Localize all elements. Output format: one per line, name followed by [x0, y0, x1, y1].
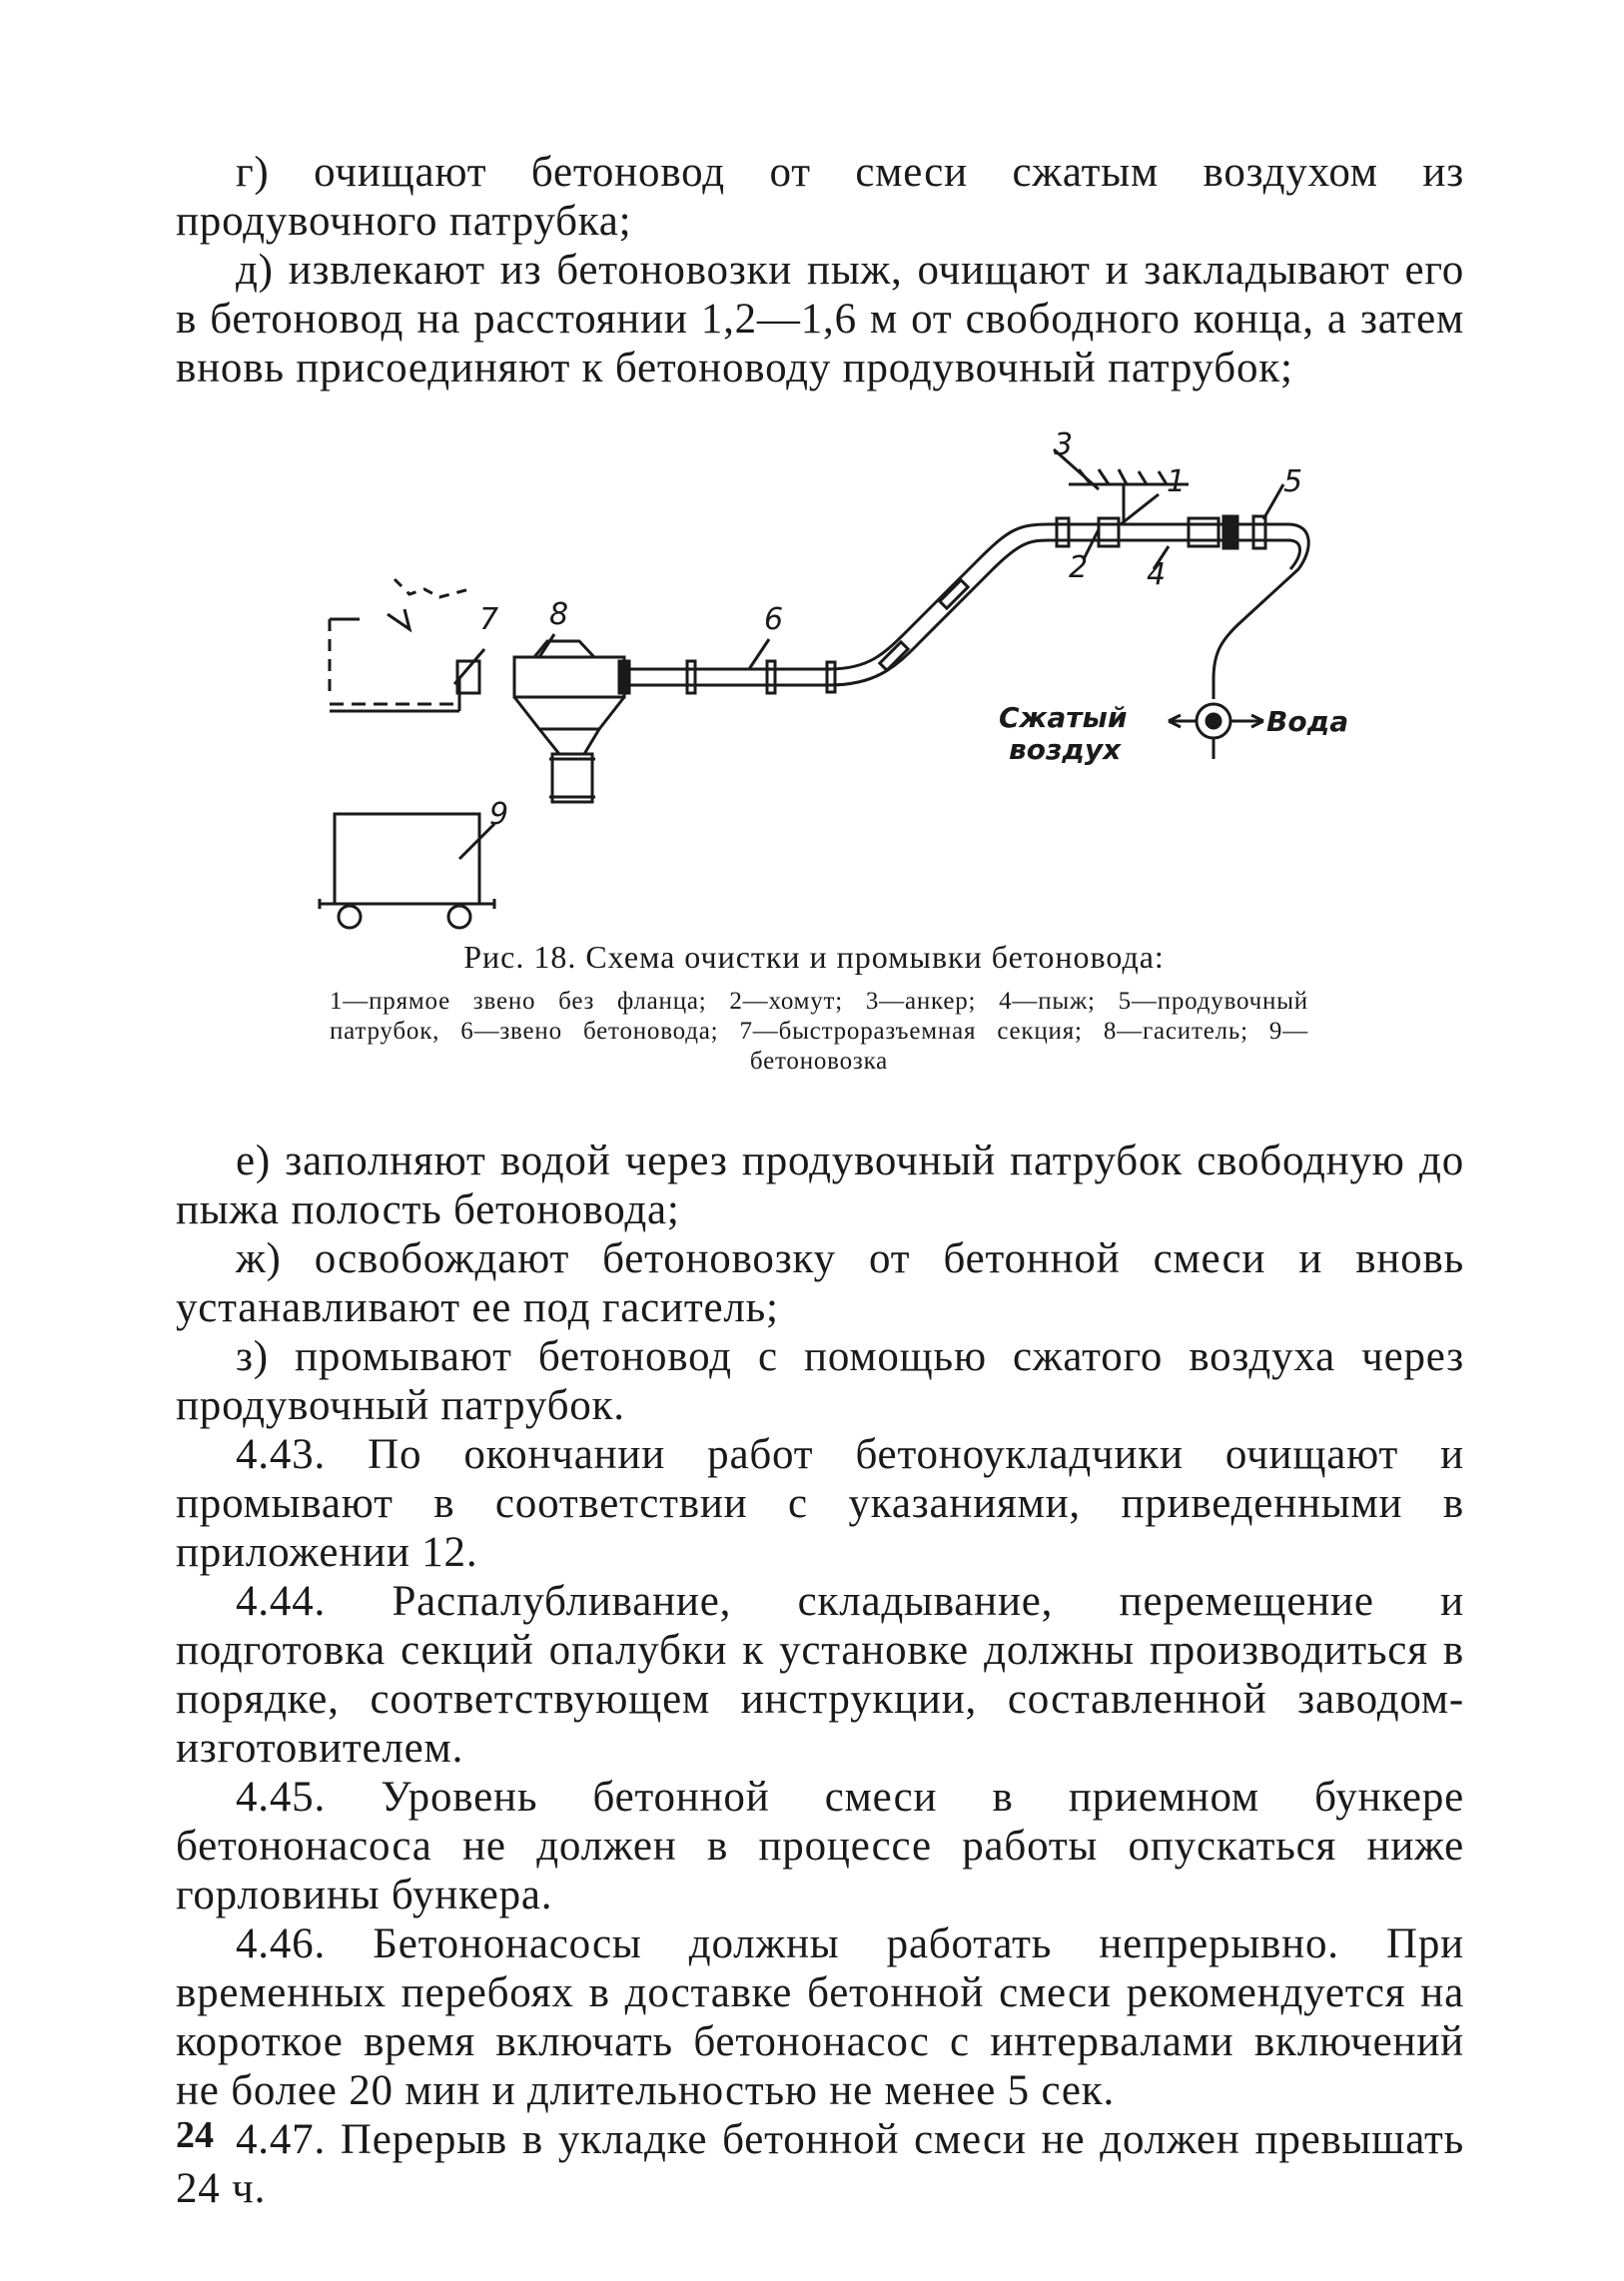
label-3: 3 — [1054, 427, 1074, 462]
paragraph-4-47: 4.47. Перерыв в укладке бетонной смеси не должен превышать 24 ч. — [176, 2116, 1464, 2212]
paragraph-4-45: 4.45. Уровень бетонной смеси в приемном бункере бетононасоса не должен в процессе работы опускаться ниже горловины бункера. — [176, 1774, 1464, 1918]
label-1: 1 — [1167, 464, 1187, 499]
label-water: Вода — [1266, 705, 1349, 738]
label-9: 9 — [489, 797, 509, 832]
paragraph-4-43: 4.43. По окончании работ бетоноукладчики очищают и промывают в соответствии с указаниями, приведенными в приложении 12. — [176, 1431, 1464, 1576]
label-5: 5 — [1283, 464, 1303, 499]
figure-caption-legend: 1—прямое звено без фланца; 2—хомут; 3—анкер; 4—пыж; 5—продувочный патрубок, 6—звено бетоновода; 7—быстроразъемная секция; 8—гаситель; 9—бетоновозка — [330, 988, 1308, 1075]
paragraph-4-46: 4.46. Бетононасосы должны работать непрерывно. При временных перебоях в доставке бетонной смеси рекомендуется на короткое время включать бетононасос с интервалами включений не более 20 мин и длительностью не менее 5 сек. — [176, 1920, 1464, 2114]
label-2: 2 — [1069, 550, 1089, 585]
figure-caption-title: Рис. 18. Схема очистки и промывки бетоновода: — [463, 939, 1165, 975]
page-number: 24 — [176, 2114, 214, 2156]
label-8: 8 — [549, 597, 569, 632]
paragraph-d: д) извлекают из бетоновозки пыж, очищают и закладывают его в бетоновод на расстоянии 1,2—1,6 м от свободного конца, а затем вновь присоединяют к бетоноводу продувочный патрубок; — [176, 247, 1464, 391]
paragraph-g: г) очищают бетоновод от смеси сжатым воздухом из продувочного патрубка; — [176, 149, 1464, 245]
label-compressed-air-1: Сжатый — [999, 701, 1128, 734]
text-block-bottom — [176, 1137, 1464, 2213]
paragraph-zh: ж) освобождают бетоновозку от бетонной смеси и вновь устанавливают ее под гаситель; — [176, 1235, 1464, 1331]
label-4: 4 — [1147, 557, 1167, 592]
text-block-top — [176, 148, 1464, 392]
paragraph-z: з) промывают бетоновод с помощью сжатого воздуха через продувочный патрубок. — [176, 1333, 1464, 1429]
paragraph-e: е) заполняют водой через продувочный патрубок свободную до пыжа полость бетоновода; — [176, 1138, 1464, 1233]
paragraph-4-44: 4.44. Распалубливание, складывание, перемещение и подготовка секций опалубки к установке должны производиться в порядке, соответствующем инструкции, составленной заводом-изготовителем. — [176, 1578, 1464, 1772]
label-6: 6 — [764, 602, 784, 637]
label-7: 7 — [479, 602, 499, 637]
figure-18-diagram — [310, 427, 1349, 919]
label-compressed-air-2: воздух — [1009, 733, 1122, 766]
